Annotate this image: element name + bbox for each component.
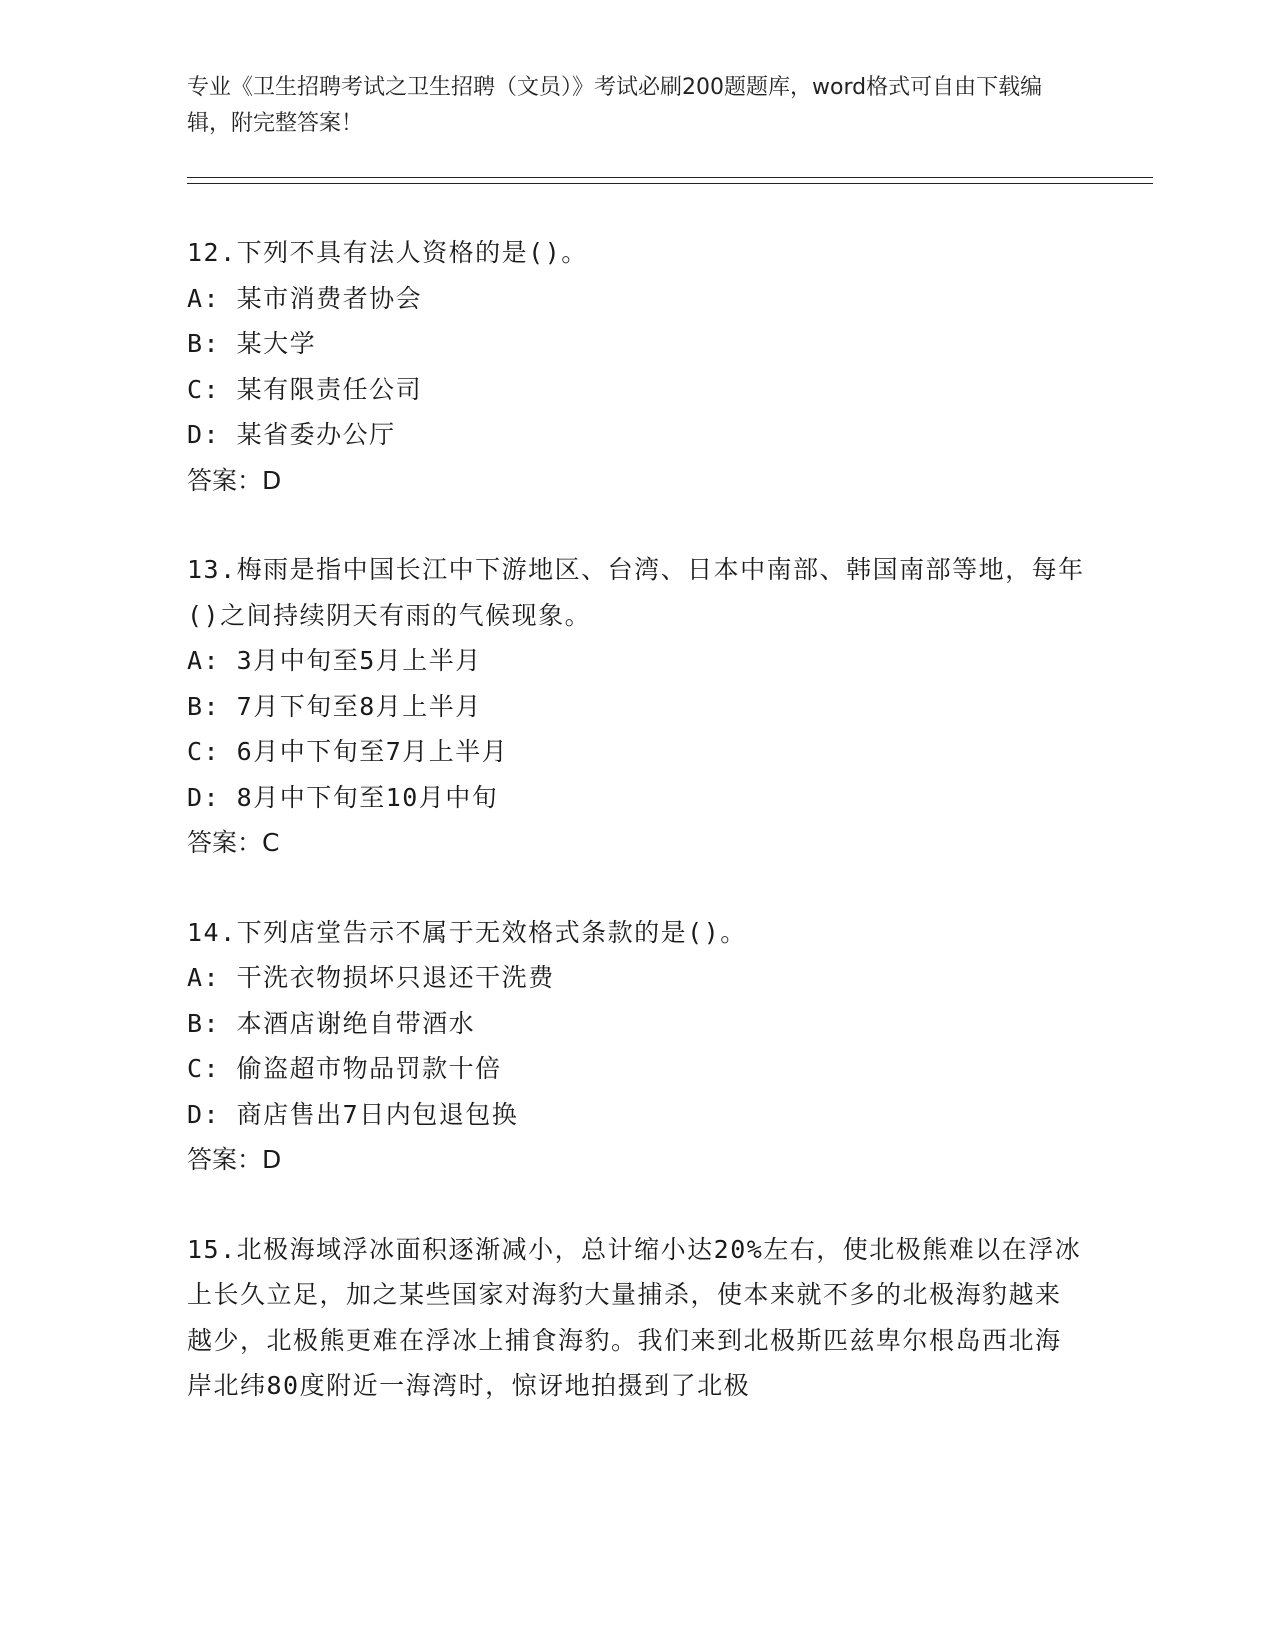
answer: 答案：D (187, 465, 282, 495)
question-12 (187, 230, 1087, 503)
option-a: A: 3月中旬至5月上半月 (187, 646, 482, 675)
question-stem: 13.梅雨是指中国长江中下游地区、台湾、日本中南部、韩国南部等地，每年()之间持续阴天有雨的气候现象。 (187, 555, 1085, 630)
option-b: B: 7月下旬至8月上半月 (187, 691, 482, 721)
question-stem: 15.北极海域浮冰面积逐渐减小，总计缩小达20%左右，使北极熊难以在浮冰上长久立足，加之某些国家对海豹大量捕杀，使本来就不多的北极海豹越来越少，北极熊更难在浮冰上捕食海豹。我们来到北极斯匹兹卑尔根岛西北海岸北纬80度附近一海湾时，惊讶地拍摄到了北极 (187, 1234, 1082, 1400)
option-a: A: 某市消费者协会 (187, 283, 423, 313)
answer: 答案：D (187, 1145, 282, 1174)
option-d: D: 商店售出7日内包退包换 (187, 1099, 519, 1129)
question-list (187, 230, 1087, 1453)
question-stem: 12.下列不具有法人资格的是()。 (187, 238, 588, 267)
option-b: B: 某大学 (187, 329, 317, 358)
question-14 (187, 910, 1087, 1183)
option-b: B: 本酒店谢绝自带酒水 (187, 1008, 476, 1038)
header-rule-bottom (187, 183, 1153, 184)
question-13 (187, 547, 1087, 866)
header-title: 专业《卫生招聘考试之卫生招聘（文员）》考试必刷200题题库，word格式可自由下载编辑，附完整答案！ (187, 75, 1043, 136)
question-15 (187, 1227, 1087, 1409)
option-a: A: 干洗衣物损坏只退还干洗费 (187, 963, 555, 992)
option-c: C: 6月中下旬至7月上半月 (187, 737, 509, 766)
header-rule-top (187, 177, 1153, 178)
question-stem: 14.下列店堂告示不属于无效格式条款的是()。 (187, 917, 747, 947)
document-header (187, 70, 1067, 142)
answer: 答案：C (187, 828, 280, 857)
option-d: D: 某省委办公厅 (187, 420, 396, 449)
option-d: D: 8月中下旬至10月中旬 (187, 782, 499, 812)
option-c: C: 某有限责任公司 (187, 374, 423, 404)
option-c: C: 偷盗超市物品罚款十倍 (187, 1054, 502, 1083)
